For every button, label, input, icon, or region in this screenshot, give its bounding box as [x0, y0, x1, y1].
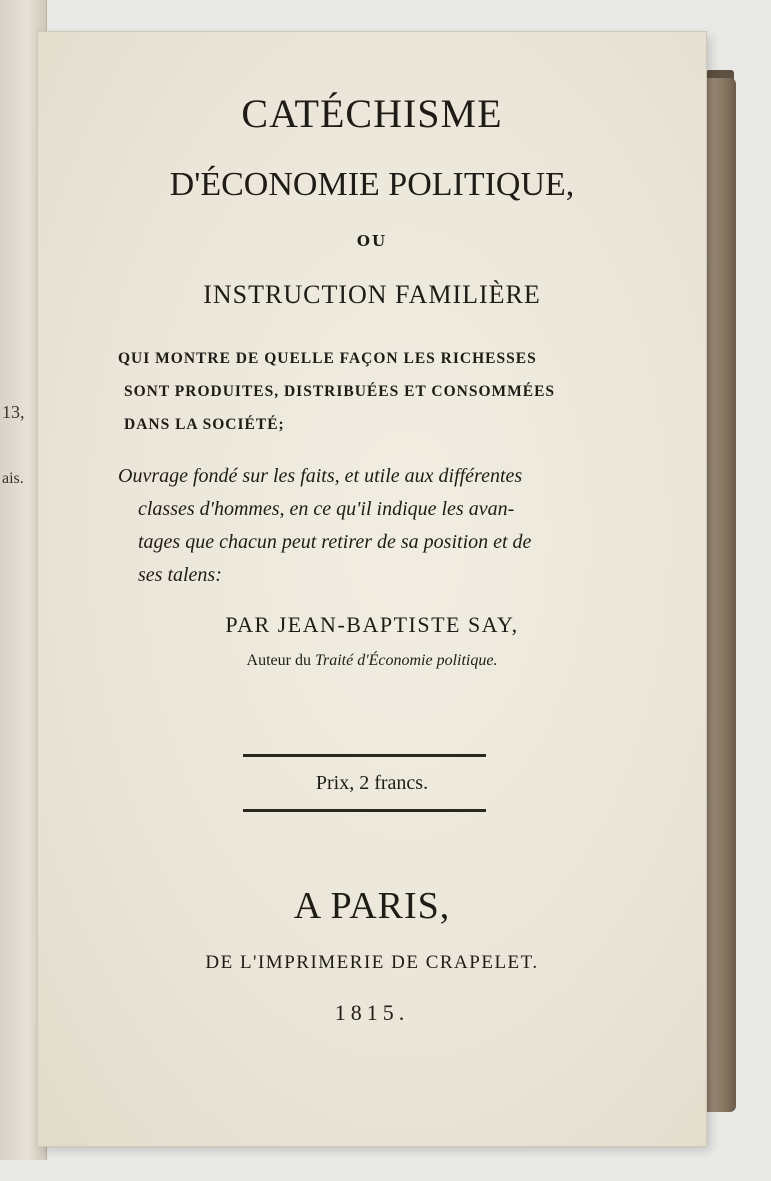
author-credentials	[38, 652, 706, 670]
description-line: DANS LA SOCIÉTÉ;	[124, 416, 285, 433]
note-line: tages que chacun peut retirer de sa position et de	[138, 531, 532, 553]
title-line-2: D'ÉCONOMIE POLITIQUE,	[169, 166, 575, 203]
author-prefix: Auteur du	[246, 652, 315, 669]
note-line: Ouvrage fondé sur les faits, et utile aux différentes	[118, 465, 523, 487]
imprint-city: A PARIS,	[293, 885, 451, 927]
price-rule-top	[243, 754, 486, 757]
imprint-year: 1815.	[334, 1000, 410, 1025]
title-page	[38, 32, 706, 1146]
description-line: QUI MONTRE DE QUELLE FAÇON LES RICHESSES	[118, 350, 537, 367]
description-block	[118, 342, 628, 441]
title-connector: OU	[356, 232, 388, 250]
note-block	[118, 460, 628, 592]
left-page-mark: ais.	[2, 470, 24, 487]
author-work: Traité d'Économie politique.	[314, 652, 498, 669]
subtitle: INSTRUCTION FAMILIÈRE	[203, 280, 541, 309]
imprint-printer: DE L'IMPRIMERIE DE CRAPELET.	[205, 952, 539, 973]
price: Prix, 2 francs.	[315, 772, 429, 794]
price-rule-bottom	[243, 809, 486, 812]
description-line: SONT PRODUITES, DISTRIBUÉES ET CONSOMMÉES	[124, 383, 556, 400]
left-page-mark: 13,	[2, 402, 25, 422]
note-line: classes d'hommes, en ce qu'il indique les avan-	[138, 498, 515, 520]
title-line-1: CATÉCHISME	[241, 91, 503, 136]
author-line: PAR JEAN-BAPTISTE SAY,	[225, 612, 519, 637]
note-line: ses talens:	[138, 564, 222, 586]
